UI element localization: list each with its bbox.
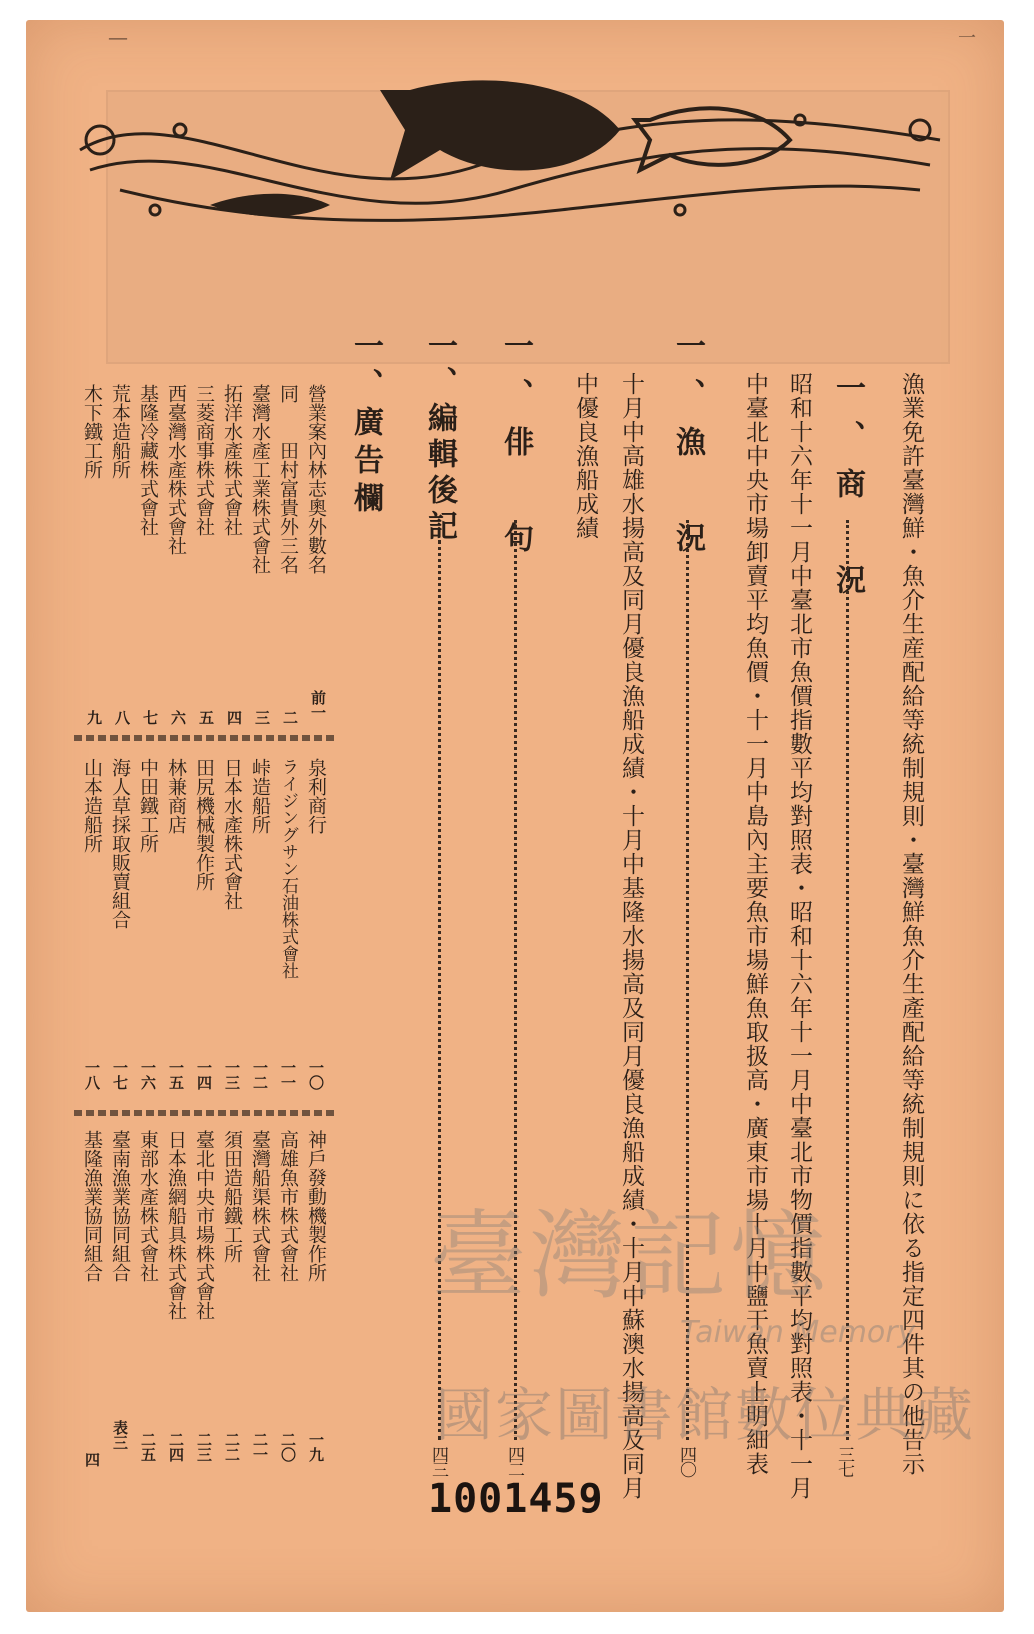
shokyo-line-2: 昭和十六年十一月中臺北市魚價指數平均對照表・昭和十六年十一月中臺北市物價指數平均對照表・十一月 bbox=[786, 372, 812, 1500]
shokyo-line-3: 中臺北中央市場卸賣平均魚價・十一月中島內主要魚市場鮮魚取扱高・廣東市場十月中鹽干魚賣上明細表 bbox=[742, 372, 768, 1476]
ad-page-ref: 二一 bbox=[251, 1432, 269, 1462]
ad-page-ref: 一六 bbox=[139, 1060, 157, 1090]
ad-page-ref: 二二 bbox=[223, 1432, 241, 1462]
ad-page-ref: 二 bbox=[281, 710, 299, 725]
ad-entry: 三菱商事株式會社 bbox=[193, 384, 215, 536]
table-separator bbox=[74, 1110, 336, 1116]
gyokyo-line-1: 十月中高雄水揚高及同月優良漁船成績・十月中基隆水揚高及同月優良漁船成績・十月中蘇澳水揚高及同月 bbox=[618, 372, 644, 1500]
section-heading-kokoku: 一、廣告欄 bbox=[348, 330, 383, 520]
ad-page-ref: 七 bbox=[141, 710, 159, 725]
serial-number: 1001459 bbox=[428, 1476, 604, 1522]
ad-entry: 日本水產株式會社 bbox=[221, 758, 243, 910]
section-heading-haiku: 一、俳 句 bbox=[498, 330, 533, 570]
ad-entry: 基隆漁業協同組合 bbox=[81, 1130, 103, 1282]
ad-page-ref: 一二 bbox=[251, 1060, 269, 1090]
ad-entry: 峠造船所 bbox=[249, 758, 271, 834]
ad-entry: 須田造船鐵工所 bbox=[221, 1130, 243, 1263]
ad-page-ref: 六 bbox=[169, 710, 187, 725]
ad-page-ref: 一九 bbox=[307, 1432, 325, 1462]
ad-page-ref: 二五 bbox=[139, 1432, 157, 1462]
ad-entry: 東部水產株式會社 bbox=[137, 1130, 159, 1282]
ad-entry: 臺南漁業協同組合 bbox=[109, 1130, 131, 1282]
ad-page-ref: 二四 bbox=[167, 1432, 185, 1462]
ad-entry: 西臺灣水產株式會社 bbox=[165, 384, 187, 555]
ad-entry: 日本漁網船具株式會社 bbox=[165, 1130, 187, 1320]
ad-entry: 山本造船所 bbox=[81, 758, 103, 853]
ad-page-ref: 一〇 bbox=[307, 1060, 325, 1090]
leader-dots bbox=[846, 520, 849, 1440]
ad-entry: 田尻機械製作所 bbox=[193, 758, 215, 891]
ad-page-ref: 九 bbox=[85, 710, 103, 725]
page-ref-henshu: 四三 bbox=[428, 1446, 448, 1476]
ad-entry: 神戶發動機製作所 bbox=[305, 1130, 327, 1282]
ad-page-ref: 一三 bbox=[223, 1060, 241, 1090]
ad-entry: 林兼商店 bbox=[165, 758, 187, 834]
ad-entry: 荒本造船所 bbox=[109, 384, 131, 479]
ad-page-ref: 二三 bbox=[195, 1432, 213, 1462]
ad-page-ref: 一八 bbox=[83, 1060, 101, 1090]
ad-page-ref: 三 bbox=[253, 710, 271, 725]
ad-page-ref: 一七 bbox=[111, 1060, 129, 1090]
section-heading-shokyo: 一、商 況 bbox=[830, 372, 865, 612]
ad-page-ref: 八 bbox=[113, 710, 131, 725]
section-heading-henshu: 一、編輯後記 bbox=[422, 330, 457, 546]
ad-entry: 同 田村富貴外三名 bbox=[277, 384, 299, 574]
ad-entry: 營業案內林志奧外數名 bbox=[305, 384, 327, 574]
page-ref-shokyo: 三七 bbox=[834, 1446, 854, 1476]
ad-page-ref: 五 bbox=[197, 710, 215, 725]
ad-page-ref: 一一 bbox=[279, 1060, 297, 1090]
ad-entry: 基隆冷藏株式會社 bbox=[137, 384, 159, 536]
ad-entry: 海人草採取販賣組合 bbox=[109, 758, 131, 929]
ad-entry: 臺灣船渠株式會社 bbox=[249, 1130, 271, 1282]
ad-entry: 臺灣水產工業株式會社 bbox=[249, 384, 271, 574]
top-mark: — bbox=[108, 25, 128, 49]
ad-page-ref: 四 bbox=[83, 1452, 101, 1467]
ad-page-ref: 前一 bbox=[309, 690, 327, 720]
ad-page-ref: 四 bbox=[225, 710, 243, 725]
ad-page-ref: 一五 bbox=[167, 1060, 185, 1090]
ad-entry: 泉利商行 bbox=[305, 758, 327, 834]
ad-entry: ライジングサン石油株式會社 bbox=[278, 758, 298, 979]
shokyo-line-1: 漁業免許臺灣鮮・魚介生産配給等統制規則・臺灣鮮魚介生產配給等統制規則に依る指定四件其の他告示 bbox=[898, 372, 924, 1476]
section-heading-gyokyo: 一、漁 況 bbox=[670, 330, 705, 570]
ad-entry: 高雄魚市株式會社 bbox=[277, 1130, 299, 1282]
watermark-subtitle: Taiwan Memory bbox=[680, 1315, 916, 1350]
page-number: 一 bbox=[958, 28, 976, 49]
page-ref-haiku: 四二 bbox=[504, 1446, 524, 1476]
fish-banner-illustration bbox=[60, 70, 960, 250]
ad-entry: 拓洋水產株式會社 bbox=[221, 384, 243, 536]
ad-entry: 木下鐵工所 bbox=[81, 384, 103, 479]
ad-entry: 臺北中央市場株式會社 bbox=[193, 1130, 215, 1320]
ad-page-ref: 二〇 bbox=[279, 1432, 297, 1462]
table-separator bbox=[74, 735, 336, 741]
watermark-library: 國家圖書館數位典藏 bbox=[435, 1381, 976, 1449]
watermark-title: 臺灣記憶 bbox=[430, 1200, 830, 1312]
ad-page-ref: 表三 bbox=[111, 1420, 129, 1450]
ad-page-ref: 一四 bbox=[195, 1060, 213, 1090]
ad-entry: 中田鐵工所 bbox=[137, 758, 159, 853]
gyokyo-line-2: 中優良漁船成績 bbox=[572, 372, 598, 540]
page-ref-gyokyo: 四〇 bbox=[676, 1446, 696, 1476]
